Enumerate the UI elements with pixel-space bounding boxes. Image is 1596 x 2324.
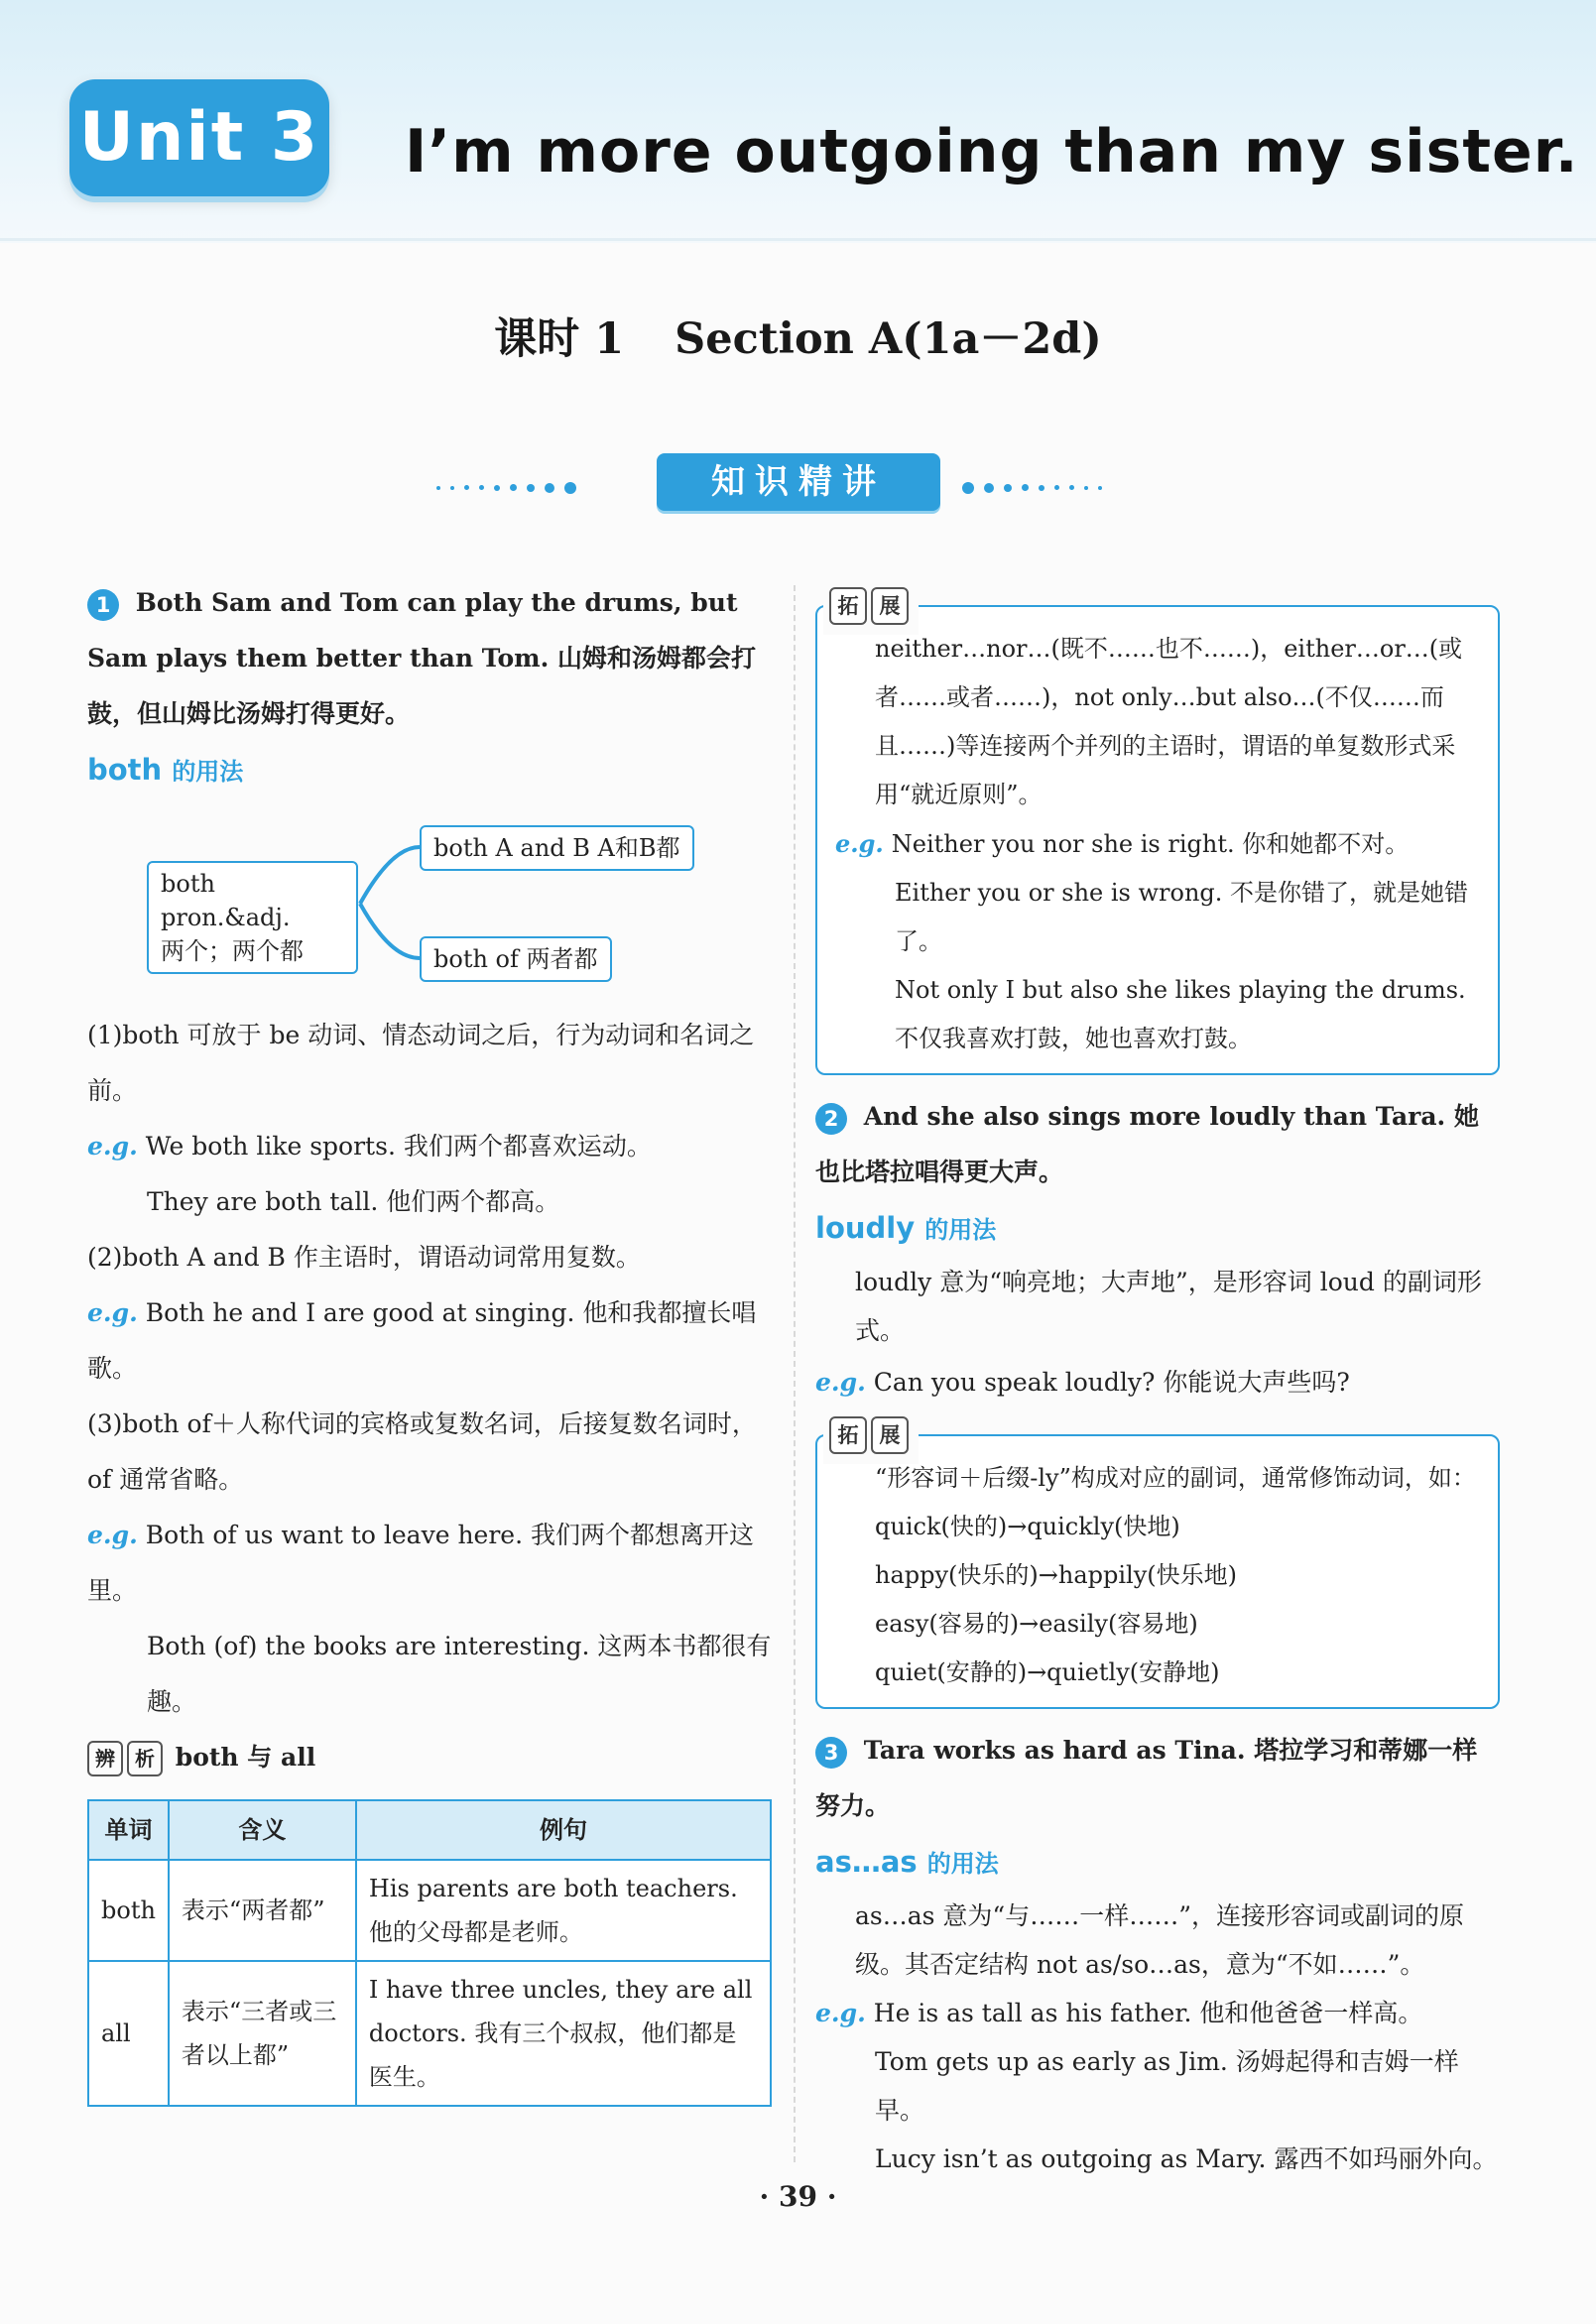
as-as-example-1: e.g. He is as tall as his father. 他和他爸爸一样高。 bbox=[815, 1999, 1423, 2027]
rule-1-example-1: e.g. We both like sports. 我们两个都喜欢运动。 bbox=[87, 1132, 652, 1161]
rule-1: (1)both 可放于 be 动词、情态动词之后，行为动词和名词之前。 bbox=[87, 1021, 755, 1105]
section-badge: 知识精讲 bbox=[657, 453, 940, 511]
extension-1-example-3: Not only I but also she likes playing the drums. 不仅我喜欢打鼓，她也喜欢打鼓。 bbox=[895, 976, 1466, 1052]
adverb-pair: easy(容易的)→easily(容易地) bbox=[875, 1610, 1198, 1638]
rule-2-example-1: e.g. Both he and I are good at singing. 他和我都擅长唱歌。 bbox=[87, 1298, 757, 1383]
decorative-dots-right bbox=[962, 477, 1161, 489]
item-2-sentence-en: And she also sings more loudly than Tara. bbox=[863, 1102, 1446, 1131]
item-2-sentence-zh: 她也比塔拉唱得更大声。 bbox=[815, 1102, 1479, 1186]
lesson-title bbox=[0, 306, 1596, 366]
table-header-row bbox=[88, 1800, 771, 1860]
extension-tag: 拓 展 bbox=[823, 579, 919, 635]
page-number: · 39 · bbox=[759, 2180, 837, 2213]
item-number-1: 1 bbox=[87, 589, 119, 621]
extension-1-example-2: Either you or she is wrong. 不是你错了，就是她错了。 bbox=[895, 879, 1469, 955]
decorative-dots-left bbox=[436, 477, 635, 489]
table-header-example: 例句 bbox=[356, 1800, 771, 1860]
table-header-word: 单词 bbox=[88, 1800, 169, 1860]
rule-3-example-1: e.g. Both of us want to leave here. 我们两个都想离开这里。 bbox=[87, 1521, 754, 1605]
loudly-explanation: loudly 意为“响亮地；大声地”，是形容词 loud 的副词形式。 bbox=[855, 1268, 1482, 1345]
mind-map-branch-2: both of 两者都 bbox=[420, 936, 612, 982]
banner-divider bbox=[0, 238, 1596, 241]
table-row bbox=[88, 1961, 771, 2106]
loudly-example: e.g. Can you speak loudly? 你能说大声些吗? bbox=[815, 1368, 1350, 1397]
item-3-sentence-zh: 塔拉学习和蒂娜一样努力。 bbox=[815, 1736, 1478, 1820]
extension-1-example-1: e.g. Neither you nor she is right. 你和她都不对。 bbox=[835, 829, 1410, 858]
as-as-example-3: Lucy isn’t as outgoing as Mary. 露西不如玛丽外向。 bbox=[875, 2144, 1498, 2173]
extension-tag: 拓 展 bbox=[823, 1408, 919, 1464]
extension-box-2 bbox=[815, 1423, 1500, 1709]
table-cell-word: both bbox=[88, 1860, 169, 1961]
section-header bbox=[436, 451, 1161, 513]
compare-tag-1: 辨 bbox=[87, 1741, 123, 1776]
mind-map-root-line2: 两个；两个都 bbox=[161, 937, 304, 965]
table-header-meaning: 含义 bbox=[169, 1800, 356, 1860]
both-mind-map bbox=[87, 799, 772, 1008]
column-divider bbox=[794, 585, 796, 2162]
rule-3: (3)both of＋人称代词的宾格或复数名词，后接复数名词时，of 通常省略。 bbox=[87, 1409, 757, 1494]
table-cell-meaning: 表示“三者或三者以上都” bbox=[169, 1961, 356, 2106]
as-as-usage-heading: as…as 的用法 bbox=[815, 1845, 999, 1879]
item-number-2: 2 bbox=[815, 1103, 847, 1135]
compare-heading bbox=[87, 1730, 772, 1785]
extension-box-1 bbox=[815, 594, 1500, 1075]
heading-word: both bbox=[87, 753, 163, 787]
item-1-sentence-zh: 山姆和汤姆都会打鼓，但山姆比汤姆打得更好。 bbox=[87, 644, 757, 728]
table-cell-example: I have three uncles, they are all doctors. 我有三个叔叔，他们都是医生。 bbox=[356, 1961, 771, 2106]
lesson-label: 课时 1 bbox=[494, 314, 625, 364]
item-1-sentence-en: Both Sam and Tom can play the drums, but Sam plays them better than Tom. bbox=[87, 588, 738, 673]
compare-tag-2: 析 bbox=[127, 1741, 163, 1776]
extension-1-text: neither…nor…(既不……也不……)，either…or…(或者……或者……)，not only…but also…(不仅……而且……)等连接两个并列的主语时，谓语的单复数形式采用“就近原则”。 bbox=[875, 635, 1463, 808]
right-column bbox=[815, 575, 1500, 2183]
mind-map-branch-1: both A and B A和B都 bbox=[420, 825, 694, 871]
eg-label: e.g. bbox=[87, 1521, 138, 1549]
eg-label: e.g. bbox=[87, 1298, 138, 1327]
compare-table bbox=[87, 1799, 772, 2107]
item-1 bbox=[87, 575, 772, 742]
compare-title: both 与 all bbox=[175, 1743, 316, 1772]
eg-label: e.g. bbox=[87, 1132, 138, 1161]
lesson-section: Section A(1a－2d) bbox=[675, 314, 1102, 364]
item-number-3: 3 bbox=[815, 1737, 847, 1769]
mind-map-root-line1: both pron.&adj. bbox=[161, 870, 291, 931]
adverb-pair: quiet(安静的)→quietly(安静地) bbox=[875, 1658, 1220, 1686]
adverb-pair: quick(快的)→quickly(快地) bbox=[875, 1513, 1180, 1540]
left-column bbox=[87, 575, 772, 2107]
loudly-usage-heading: loudly 的用法 bbox=[815, 1211, 997, 1245]
table-cell-word: all bbox=[88, 1961, 169, 2106]
unit-badge: Unit 3 bbox=[69, 79, 329, 196]
item-3 bbox=[815, 1723, 1500, 1834]
extension-2-text: “形容词＋后缀-ly”构成对应的副词，通常修饰动词，如： bbox=[875, 1464, 1476, 1492]
rule-1-example-2: They are both tall. 他们两个都高。 bbox=[147, 1187, 560, 1216]
adverb-pair: happy(快乐的)→happily(快乐地) bbox=[875, 1561, 1238, 1589]
table-cell-example: His parents are both teachers. 他的父母都是老师。 bbox=[356, 1860, 771, 1961]
heading-suffix: 的用法 bbox=[172, 758, 244, 786]
both-usage-heading bbox=[87, 742, 772, 799]
table-row bbox=[88, 1860, 771, 1961]
item-3-sentence-en: Tara works as hard as Tina. bbox=[863, 1736, 1246, 1765]
unit-title: I’m more outgoing than my sister. bbox=[405, 117, 1579, 186]
rule-3-example-2: Both (of) the books are interesting. 这两本书都很有趣。 bbox=[147, 1632, 772, 1716]
item-2 bbox=[815, 1089, 1500, 1200]
as-as-example-2: Tom gets up as early as Jim. 汤姆起得和吉姆一样早。 bbox=[875, 2047, 1459, 2125]
as-as-explanation: as…as 意为“与……一样……”，连接形容词或副词的原级。其否定结构 not as/so…as，意为“不如……”。 bbox=[855, 1901, 1464, 1979]
table-cell-meaning: 表示“两者都” bbox=[169, 1860, 356, 1961]
mind-map-root bbox=[147, 861, 358, 974]
rule-2: (2)both A and B 作主语时，谓语动词常用复数。 bbox=[87, 1243, 641, 1272]
